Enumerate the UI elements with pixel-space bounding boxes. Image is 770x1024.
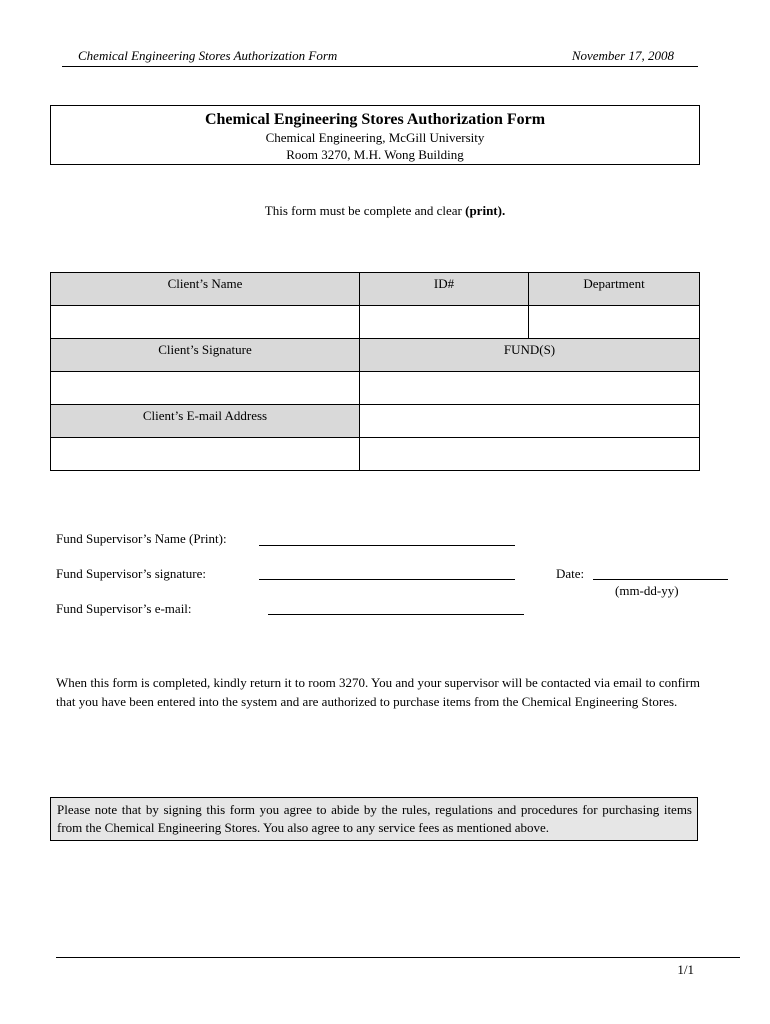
supervisor-signature-line[interactable]	[259, 579, 515, 580]
supervisor-name-line[interactable]	[259, 545, 515, 546]
id-field[interactable]	[360, 306, 529, 339]
funds-header: FUND(S)	[360, 339, 700, 372]
id-header: ID#	[360, 273, 529, 306]
room-line: Room 3270, M.H. Wong Building	[286, 147, 464, 162]
clients-email-field[interactable]	[51, 438, 360, 471]
supervisor-signature-label: Fund Supervisor’s signature:	[56, 566, 206, 581]
instruction-text: This form must be complete and clear	[264, 203, 466, 218]
clients-signature-header: Client’s Signature	[51, 339, 360, 372]
header-title: Chemical Engineering Stores Authorization Form	[78, 48, 338, 63]
running-header	[62, 46, 698, 67]
clients-signature-field[interactable]	[51, 372, 360, 405]
supervisor-name-label: Fund Supervisor’s Name (Print):	[56, 531, 227, 546]
department-field[interactable]	[529, 306, 700, 339]
department-line: Chemical Engineering, McGill University	[265, 130, 485, 145]
date-label: Date:	[556, 566, 585, 581]
agreement-note: Please note that by signing this form you agree to abide by the rules, regulations and procedures for purchasing items from the Chemical Engineering Stores. You also agree to any service fees as mentioned above.	[50, 797, 698, 841]
date-format-hint: (mm-dd-yy)	[615, 583, 679, 598]
funds-field-3[interactable]	[360, 438, 700, 471]
clients-name-field[interactable]	[51, 306, 360, 339]
instruction-bold: (print).	[465, 203, 506, 218]
clients-email-header: Client’s E-mail Address	[51, 405, 360, 438]
form-title: Chemical Engineering Stores Authorization Form	[204, 111, 546, 128]
header-date: November 17, 2008	[571, 48, 674, 63]
page-number: 1/1	[677, 962, 694, 977]
client-info-table	[50, 272, 700, 471]
date-line[interactable]	[593, 579, 728, 580]
instruction	[0, 203, 770, 219]
funds-field-1[interactable]	[360, 372, 700, 405]
title-box	[50, 105, 700, 165]
footer-rule	[56, 957, 740, 958]
clients-name-header: Client’s Name	[51, 273, 360, 306]
supervisor-email-line[interactable]	[268, 614, 524, 615]
supervisor-email-label: Fund Supervisor’s e-mail:	[56, 601, 192, 616]
return-instructions: When this form is completed, kindly return it to room 3270. You and your supervisor will be contacted via email to confirm that you have been entered into the system and are authorized to purchase items from the Chemical Engineering Stores.	[56, 675, 700, 709]
department-header: Department	[529, 273, 700, 306]
funds-field-2[interactable]	[360, 405, 700, 438]
